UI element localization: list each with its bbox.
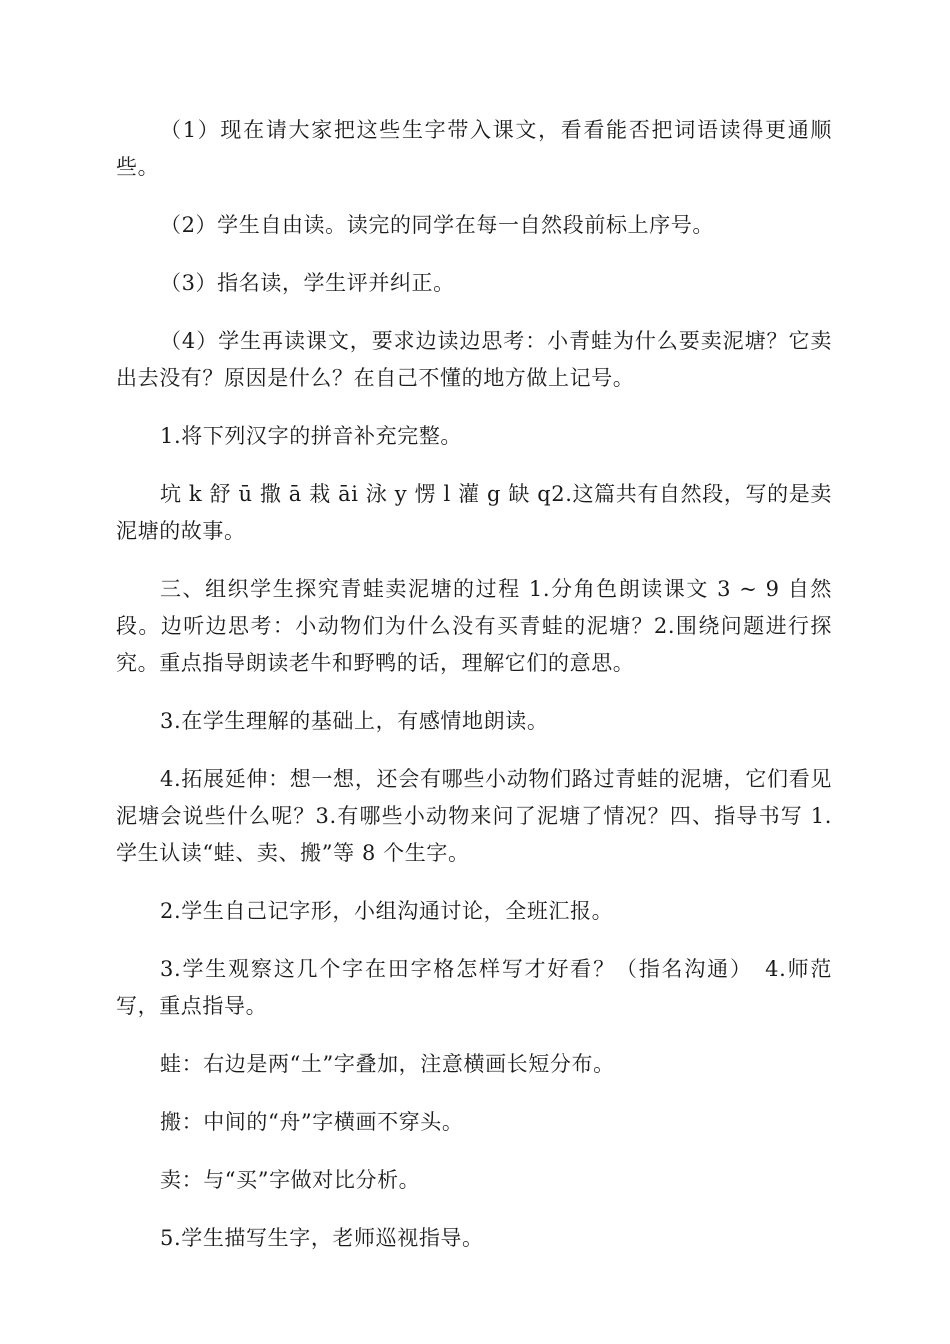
paragraph-char-wa: 蛙：右边是两“土”字叠加，注意横画长短分布。 — [160, 1052, 615, 1076]
paragraph-pinyin-task: 1.将下列汉字的拼音补充完整。 — [160, 424, 463, 448]
paragraph-memorize-glyphs: 2.学生自己记字形，小组沟通讨论，全班汇报。 — [160, 899, 614, 923]
document-body — [116, 112, 832, 1278]
paragraph-named-reading: （3）指名读，学生评并纠正。 — [160, 271, 455, 295]
paragraph-observe-writing: 3.学生观察这几个字在田字格怎样写才好看？（指名沟通） 4.师范写，重点指导。 — [116, 957, 832, 1018]
paragraph-free-reading: （2）学生自由读。读完的同学在每一自然段前标上序号。 — [160, 213, 714, 237]
paragraph-pinyin-list: 坑 k 舒 ū 撒 ā 栽 āi 泳 y 愣 l 灌 g 缺 q2.这篇共有自然段，写的是卖泥塘的故事。 — [116, 482, 832, 543]
paragraph-trace-characters: 5.学生描写生字，老师巡视指导。 — [160, 1226, 484, 1250]
paragraph-reread-and-think: （4）学生再读课文，要求边读边思考：小青蛙为什么要卖泥塘？它卖出去没有？原因是什么？在自己不懂的地方做上记号。 — [116, 329, 832, 390]
paragraph-extension: 4.拓展延伸：想一想，还会有哪些小动物们路过青蛙的泥塘，它们看见泥塘会说些什么呢？3.有哪些小动物来问了泥塘了情况？四、指导书写 1.学生认读“蛙、卖、搬”等 8 个生字。 — [116, 767, 832, 865]
paragraph-read-into-text: （1）现在请大家把这些生字带入课文，看看能否把词语读得更通顺些。 — [116, 118, 832, 179]
paragraph-char-ban: 搬：中间的“舟”字横画不穿头。 — [160, 1110, 464, 1134]
paragraph-emotional-reading: 3.在学生理解的基础上，有感情地朗读。 — [160, 709, 549, 733]
paragraph-section-three: 三、组织学生探究青蛙卖泥塘的过程 1.分角色朗读课文 3 ~ 9 自然段。边听边思考：小动物们为什么没有买青蛙的泥塘？2.围绕问题进行探究。重点指导朗读老牛和野鸭的话，理解它们的意思。 — [116, 577, 832, 675]
paragraph-char-mai: 卖：与“买”字做对比分析。 — [160, 1168, 421, 1192]
